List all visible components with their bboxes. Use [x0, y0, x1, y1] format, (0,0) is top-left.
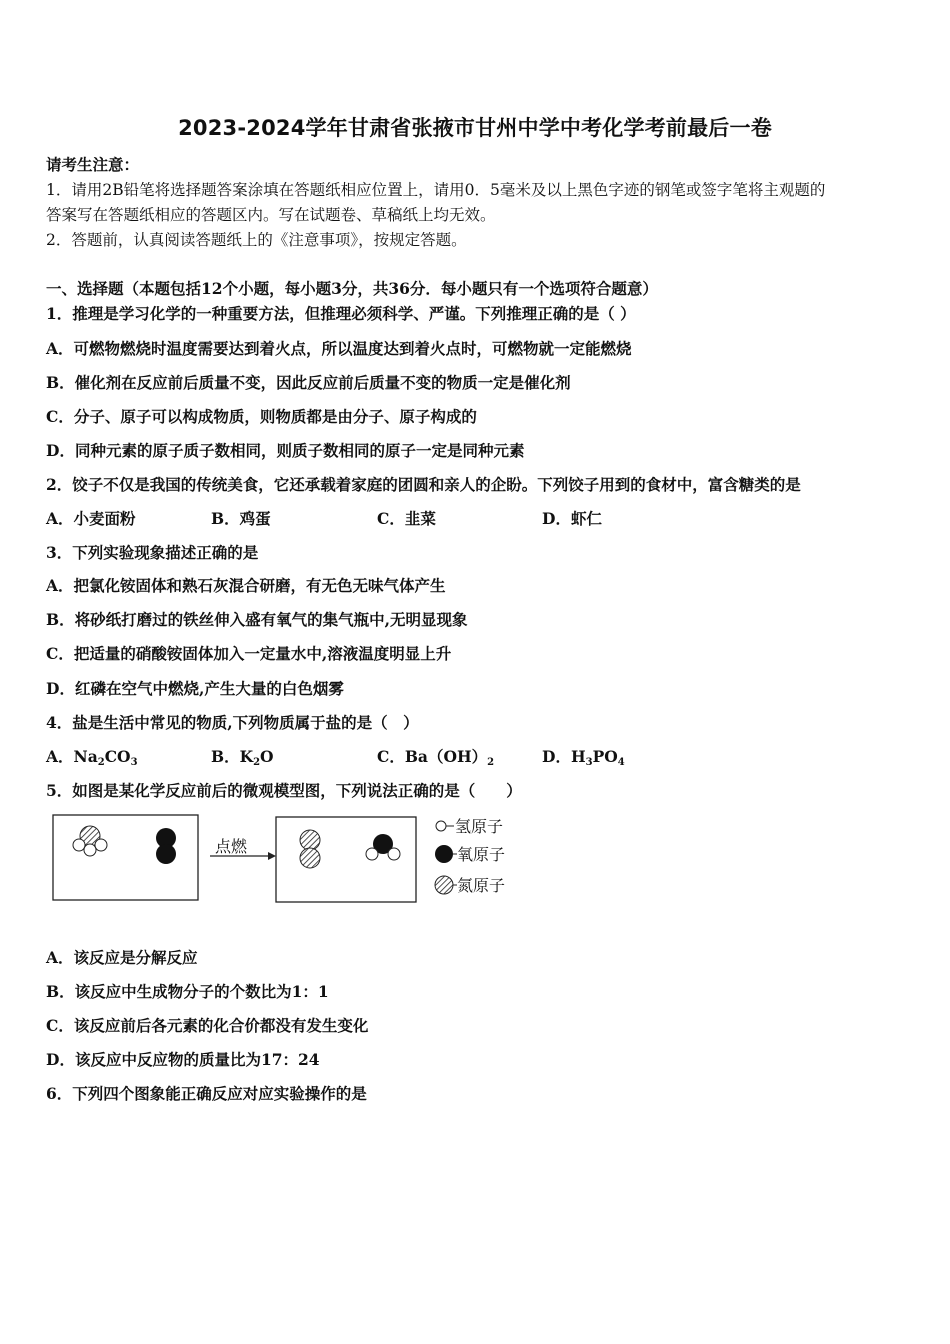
notice-heading: 请考生注意： [46, 155, 140, 174]
legend-oxygen-label: 氧原子 [457, 845, 506, 864]
section-heading: 一、选择题（本题包括12个小题，每小题3分，共36分．每小题只有一个选项符合题意） [46, 279, 658, 298]
notice-item-1-line-1: 1．请用2B铅笔将选择题答案涂填在答题纸相应位置上，请用0．5毫米及以上黑色字迹的钢笔或签字笔将主观题的 [46, 181, 826, 199]
question-3-option-a: A．把氯化铵固体和熟石灰混合研磨，有无色无味气体产生 [46, 576, 446, 595]
arrow-label: 点燃 [215, 837, 248, 856]
question-5-stem: 5．如图是某化学反应前后的微观模型图，下列说法正确的是（ ） [46, 781, 522, 800]
question-5-option-a: A．该反应是分解反应 [46, 948, 198, 967]
question-2-option-c: C．韭菜 [377, 509, 436, 528]
legend-nitrogen-label: 氮原子 [457, 876, 506, 895]
question-5-option-b: B．该反应中生成物分子的个数比为1：1 [46, 982, 329, 1001]
notice-item-2: 2．答题前，认真阅读答题纸上的《注意事项》，按规定答题。 [46, 231, 467, 249]
question-6-stem: 6．下列四个图象能正确反应对应实验操作的是 [46, 1084, 367, 1103]
question-2-option-b: B．鸡蛋 [211, 509, 271, 528]
question-3-option-c: C．把适量的硝酸铵固体加入一定量水中,溶液温度明显上升 [46, 644, 452, 663]
question-4-stem: 4．盐是生活中常见的物质,下列物质属于盐的是（ ） [46, 713, 419, 732]
question-4-option-d: D．$H_3PO_4$ [542, 747, 625, 768]
reaction-diagram [50, 812, 550, 908]
question-4-option-c: C．$Ba(OH)_2$ [377, 747, 495, 768]
legend-hydrogen [436, 817, 503, 836]
question-5-option-c: C．该反应前后各元素的化合价都没有发生变化 [46, 1016, 369, 1035]
legend-hydrogen-label: 氢原子 [455, 817, 504, 836]
question-2-stem: 2．饺子不仅是我国的传统美食，它还承载着家庭的团圆和亲人的企盼。下列饺子用到的食材中，富含糖类的是 [46, 475, 801, 494]
question-1-option-a: A．可燃物燃烧时温度需要达到着火点，所以温度达到着火点时，可燃物就一定能燃烧 [46, 339, 632, 358]
question-1-stem: 1．推理是学习化学的一种重要方法，但推理必须科学、严谨。下列推理正确的是（ ） [46, 304, 636, 323]
question-2-option-d: D．虾仁 [542, 509, 602, 528]
question-4-option-b: B．$K_2O$ [211, 747, 274, 768]
question-3-option-b: B．将砂纸打磨过的铁丝伸入盛有氧气的集气瓶中,无明显现象 [46, 610, 468, 629]
notice-item-1-line-2: 答案写在答题纸相应的答题区内。写在试题卷、草稿纸上均无效。 [46, 206, 496, 224]
question-1-option-b: B．催化剂在反应前后质量不变，因此反应前后质量不变的物质一定是催化剂 [46, 373, 571, 392]
legend-oxygen [435, 845, 505, 864]
reactants-box [53, 815, 198, 900]
question-5-option-d: D．该反应中反应物的质量比为17：24 [46, 1050, 320, 1069]
question-4-option-a: A．$Na_2CO_3$ [46, 747, 138, 768]
question-3-stem: 3．下列实验现象描述正确的是 [46, 543, 259, 562]
question-1-option-d: D．同种元素的原子质子数相同，则质子数相同的原子一定是同种元素 [46, 441, 525, 460]
legend-nitrogen [435, 876, 505, 895]
question-3-option-d: D．红磷在空气中燃烧,产生大量的白色烟雾 [46, 679, 344, 698]
page-title: 2023-2024学年甘肃省张掖市甘州中学中考化学考前最后一卷 [178, 116, 772, 140]
question-1-option-c: C．分子、原子可以构成物质，则物质都是由分子、原子构成的 [46, 407, 477, 426]
question-2-option-a: A．小麦面粉 [46, 509, 136, 528]
